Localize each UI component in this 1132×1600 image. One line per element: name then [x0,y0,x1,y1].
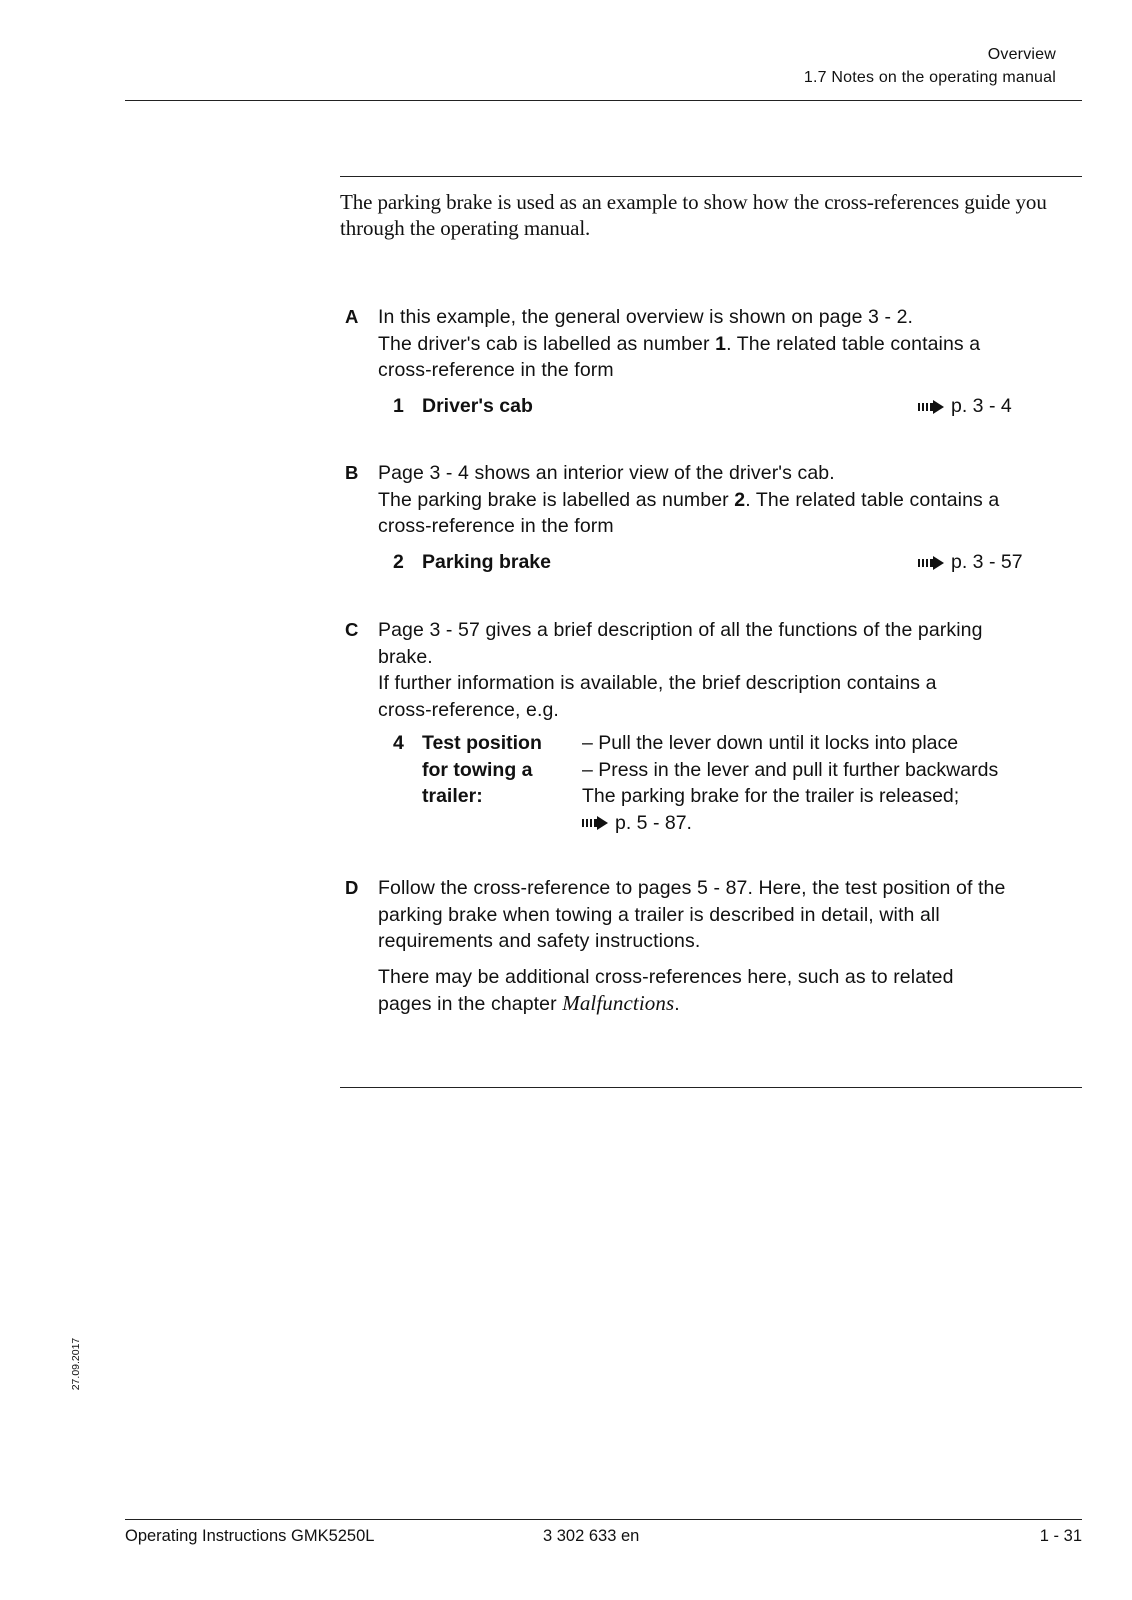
intro-paragraph: The parking brake is used as an example to show how the cross-references guide you through the operating manual. [340,190,1047,240]
section-b-text: Page 3 - 4 shows an interior view of the driver's cab. The parking brake is labelled as number 2. The related table contains a cross-reference in the form [378,462,1000,537]
intro-top-rule [340,176,1082,177]
section-a-text: In this example, the general overview is shown on page 3 - 2. The driver's cab is labelled as number 1. The related table contains a cross-reference in the form [378,306,981,381]
section-c-text: Page 3 - 57 gives a brief description of all the functions of the parking brake. If further information is available, the brief description contains a cross-reference, e.g. [378,619,983,721]
example-description: – Pull the lever down until it locks into place – Press in the lever and pull it further backwards The parking brake for the trailer is released; p. 5 - 87. [582,730,998,836]
ref-label-b: Parking brake [422,551,551,573]
cross-reference-link-c[interactable]: p. 5 - 87. [582,810,998,837]
cross-reference-arrow-icon [918,399,946,415]
malfunctions-chapter-ref: Malfunctions [562,991,675,1015]
ref-label-a: Driver's cab [422,395,533,417]
content-bottom-rule [340,1087,1082,1088]
ref-number-b: 2 [393,551,404,573]
page-header [804,43,1056,89]
header-chapter: Overview [987,46,1056,63]
section-letter-c: C [345,619,359,640]
header-section: 1.7 Notes on the operating manual [803,69,1056,86]
example-label: Test position for towing a trailer: [422,732,542,807]
cross-reference-arrow-icon [582,815,610,831]
cross-reference-link-b[interactable]: p. 3 - 57 [918,549,1023,575]
section-letter-b: B [345,462,359,483]
ref-number-a: 1 [393,395,404,417]
side-date: 27.09.2017 [70,1337,82,1391]
footer-document-number: 3 302 633 en [543,1527,640,1545]
header-rule [125,100,1082,101]
footer-page-number: 1 - 31 [1039,1527,1082,1545]
footer-manual-title: Operating Instructions GMK5250L [125,1527,375,1545]
section-letter-d: D [345,877,359,898]
cross-reference-link-a[interactable]: p. 3 - 4 [918,393,1012,419]
example-number: 4 [393,732,404,754]
cross-reference-arrow-icon [918,555,946,571]
footer-rule [125,1519,1082,1520]
section-letter-a: A [345,306,359,327]
section-d-text: Follow the cross-reference to pages 5 - 87. Here, the test position of the parking brake when towing a trailer is described in detail, with all requirements and safety instructions. There may be additional cross-references here, such as to related pages in the chapter Malfunctions. [378,877,1006,1015]
